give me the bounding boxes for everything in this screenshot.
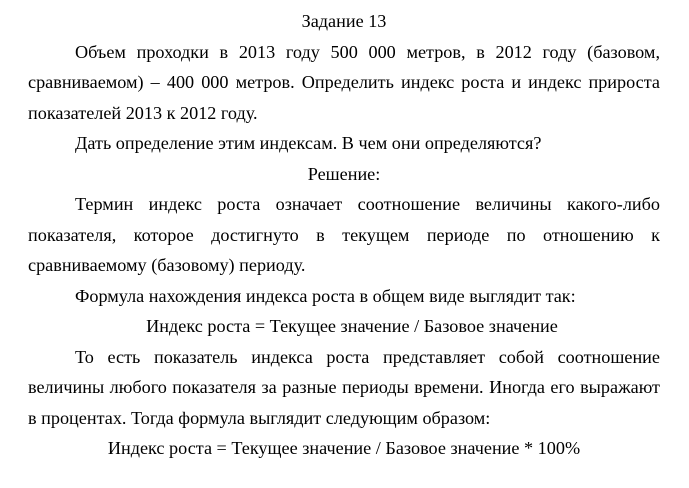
explanation-paragraph: То есть показатель индекса роста представляет собой соотношение величины любого показателя за разные периоды времени. Иногда его выражают в процентах. Тогда формула выглядит следующим образом: — [28, 346, 660, 428]
task-paragraph: Объем проходки в 2013 году 500 000 метров, в 2012 году (базовом, сравниваемом) – 400 000 метров. Определить индекс роста и индекс прироста показателей 2013 к 2012 году. — [28, 41, 660, 123]
formula-intro: Формула нахождения индекса роста в общем виде выглядит так: — [75, 285, 576, 306]
task-question: Дать определение этим индексам. В чем они определяются? — [75, 133, 542, 153]
solution-heading: Решение: — [307, 163, 381, 184]
growth-index-percent-formula: Индекс роста = Текущее значение / Базовое значение * 100% — [107, 438, 581, 458]
task-title: Задание 13 — [301, 11, 387, 31]
definition-paragraph: Термин индекс роста означает соотношение величины какого-либо показателя, которое достигнуто в текущем периоде по отношению к сравниваемому (базовому) периоду. — [28, 194, 660, 275]
growth-index-formula: Индекс роста = Текущее значение / Базовое значение — [146, 316, 558, 336]
